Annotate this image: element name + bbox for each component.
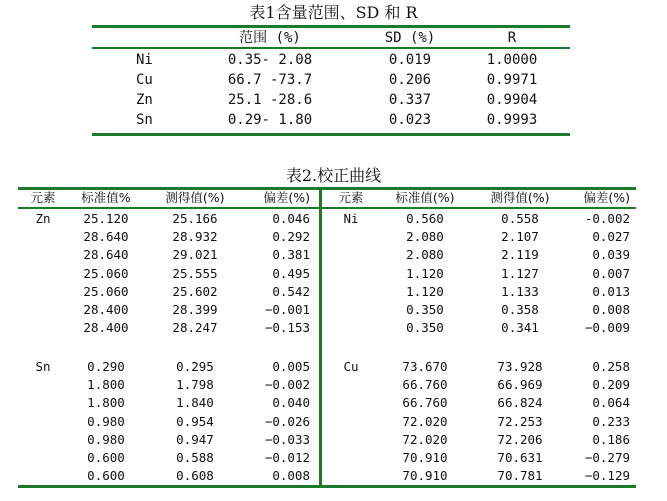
table2-cell: 72.253 bbox=[497, 413, 543, 429]
table1-cell: 0.29- 1.80 bbox=[227, 112, 313, 128]
table2-cell: 28.400 bbox=[83, 320, 129, 336]
table2-cell: 70.781 bbox=[497, 468, 543, 484]
table2-cell: 25.602 bbox=[172, 283, 218, 299]
table1-cell: 0.023 bbox=[388, 112, 432, 128]
table2-header-left-measured: 测得值(%) bbox=[165, 190, 225, 205]
table2-cell: 1.133 bbox=[501, 283, 539, 299]
table2-cell: 0.292 bbox=[272, 229, 310, 245]
table2-cell: 0.258 bbox=[592, 359, 630, 374]
table1-cell: Zn bbox=[136, 92, 153, 108]
table2-element-label: Cu bbox=[343, 359, 359, 374]
table2-cell: 70.910 bbox=[402, 468, 448, 484]
table2-element-label: Ni bbox=[343, 211, 359, 226]
table2-cell: 0.980 bbox=[87, 413, 125, 429]
table2 bbox=[18, 187, 636, 491]
table1-header-rule bbox=[92, 47, 570, 49]
table2-cell: 66.760 bbox=[402, 377, 448, 393]
table2-cell: -0.002 bbox=[584, 211, 630, 226]
table2-cell: 1.127 bbox=[501, 265, 539, 281]
table2-cell: 72.020 bbox=[402, 431, 448, 447]
table2-cell: 1.800 bbox=[87, 395, 125, 411]
table2-cell: 0.495 bbox=[272, 265, 310, 281]
table2-title: 表2.校正曲线 bbox=[285, 166, 382, 185]
table2-cell: 0.350 bbox=[406, 320, 444, 336]
table2-cell: −0.009 bbox=[584, 320, 630, 336]
table2-cell: 0.600 bbox=[87, 468, 125, 484]
table2-cell: 28.640 bbox=[83, 229, 129, 245]
table2-cell: 28.400 bbox=[83, 302, 129, 317]
table1-cell: 0.9904 bbox=[486, 92, 538, 108]
table2-cell: 0.358 bbox=[501, 302, 539, 317]
table2-cell: 0.046 bbox=[272, 211, 310, 226]
table1-cell: 66.7 -73.7 bbox=[227, 72, 313, 88]
table2-cell: 0.209 bbox=[592, 377, 630, 393]
table2-cell: −0.012 bbox=[264, 450, 310, 465]
table2-cell: 1.840 bbox=[176, 395, 214, 411]
table2-cell: 0.005 bbox=[272, 359, 310, 374]
table2-cell: 0.186 bbox=[592, 431, 630, 447]
table2-cell: 0.040 bbox=[272, 395, 310, 411]
table2-cell: 0.039 bbox=[592, 247, 630, 263]
table2-cell: 2.080 bbox=[406, 247, 444, 263]
table2-center-divider bbox=[319, 187, 322, 488]
table1 bbox=[92, 25, 570, 137]
table2-cell: 72.020 bbox=[402, 413, 448, 429]
table2-cell: 0.008 bbox=[272, 468, 310, 484]
table2-cell: 0.588 bbox=[176, 450, 214, 465]
table2-header-left-deviation: 偏差(%) bbox=[263, 190, 310, 205]
table2-cell: −0.033 bbox=[264, 431, 310, 447]
table1-cell: 0.9971 bbox=[486, 72, 538, 88]
table2-cell: 2.107 bbox=[501, 229, 539, 245]
table2-cell: 0.007 bbox=[592, 265, 630, 281]
table2-cell: 0.381 bbox=[272, 247, 310, 263]
table1-header-sd: SD (%) bbox=[384, 30, 436, 46]
table2-element-label: Sn bbox=[35, 359, 51, 374]
table2-cell: 2.080 bbox=[406, 229, 444, 245]
table2-cell: 0.980 bbox=[87, 431, 125, 447]
table2-cell: −0.001 bbox=[264, 302, 310, 317]
table2-cell: 66.969 bbox=[497, 377, 543, 393]
table2-cell: 66.760 bbox=[402, 395, 448, 411]
table2-cell: 2.119 bbox=[501, 247, 539, 263]
table2-cell: −0.279 bbox=[584, 450, 630, 465]
table1-cell: 1.0000 bbox=[486, 52, 538, 68]
table2-header-rule bbox=[18, 207, 636, 209]
table1-title: 表1含量范围、SD 和 R bbox=[249, 3, 418, 22]
table2-cell: 28.399 bbox=[172, 302, 218, 317]
table1-cell: 0.019 bbox=[388, 52, 432, 68]
table1-cell: 0.206 bbox=[388, 72, 432, 88]
table2-cell: 28.640 bbox=[83, 247, 129, 263]
table2-cell: 0.600 bbox=[87, 450, 125, 465]
table2-header-right-element: 元素 bbox=[338, 190, 364, 205]
table2-cell: 73.670 bbox=[402, 359, 448, 374]
table1-cell: Sn bbox=[136, 112, 153, 128]
table2-cell: 25.060 bbox=[83, 265, 129, 281]
table2-cell: 72.206 bbox=[497, 431, 543, 447]
table2-header-right-standard: 标准值(%) bbox=[395, 190, 455, 205]
table1-header-range: 范围 (%) bbox=[239, 30, 301, 46]
table2-cell: 0.064 bbox=[592, 395, 630, 411]
table2-cell: 1.120 bbox=[406, 283, 444, 299]
table2-cell: 0.013 bbox=[592, 283, 630, 299]
table2-cell: 25.120 bbox=[83, 211, 129, 226]
table2-element-label: Zn bbox=[35, 211, 51, 226]
table2-header-right-deviation: 偏差(%) bbox=[583, 190, 630, 205]
table2-cell: 25.555 bbox=[172, 265, 218, 281]
table2-cell: 0.233 bbox=[592, 413, 630, 429]
table2-cell: 0.027 bbox=[592, 229, 630, 245]
table1-cell: 0.35- 2.08 bbox=[227, 52, 313, 68]
table2-cell: 0.947 bbox=[176, 431, 214, 447]
table2-header-right-measured: 测得值(%) bbox=[490, 190, 550, 205]
table2-cell: 25.060 bbox=[83, 283, 129, 299]
table2-cell: 70.631 bbox=[497, 450, 543, 465]
table2-cell: 0.008 bbox=[592, 302, 630, 317]
table2-cell: 0.290 bbox=[87, 359, 125, 374]
table2-cell: 0.542 bbox=[272, 283, 310, 299]
table2-cell: 73.928 bbox=[497, 359, 543, 374]
table2-cell: 70.910 bbox=[402, 450, 448, 465]
table2-cell: −0.002 bbox=[264, 377, 310, 393]
table2-cell: 66.824 bbox=[497, 395, 543, 411]
table2-header-left-standard: 标准值% bbox=[81, 190, 131, 205]
table2-bottom-rule bbox=[18, 485, 636, 488]
table2-cell: 0.295 bbox=[176, 359, 214, 374]
table2-cell: 0.608 bbox=[176, 468, 214, 484]
table2-header-left-element: 元素 bbox=[30, 190, 56, 205]
table2-cell: 29.021 bbox=[172, 247, 218, 263]
table2-cell: 0.350 bbox=[406, 302, 444, 317]
table1-cell: 25.1 -28.6 bbox=[227, 92, 313, 108]
table2-cell: 0.341 bbox=[501, 320, 539, 336]
table1-cell: 0.337 bbox=[388, 92, 432, 108]
table2-cell: −0.153 bbox=[264, 320, 310, 336]
table2-cell: 0.954 bbox=[176, 413, 214, 429]
table1-cell: Cu bbox=[136, 72, 153, 88]
table2-cell: 1.120 bbox=[406, 265, 444, 281]
table2-cell: −0.129 bbox=[584, 468, 630, 484]
table2-cell: 28.247 bbox=[172, 320, 218, 336]
table1-cell: Ni bbox=[136, 52, 153, 68]
table2-cell: 1.800 bbox=[87, 377, 125, 393]
table2-cell: −0.026 bbox=[264, 413, 310, 429]
table2-cell: 25.166 bbox=[172, 211, 218, 226]
table1-cell: 0.9993 bbox=[486, 112, 538, 128]
table2-cell: 28.932 bbox=[172, 229, 218, 245]
table1-top-rule bbox=[92, 25, 570, 28]
table1-bottom-rule bbox=[92, 133, 570, 136]
table2-cell: 1.798 bbox=[176, 377, 214, 393]
table2-cell: 0.560 bbox=[406, 211, 444, 226]
table2-cell: 0.558 bbox=[501, 211, 539, 226]
table1-header-r: R bbox=[507, 30, 517, 46]
